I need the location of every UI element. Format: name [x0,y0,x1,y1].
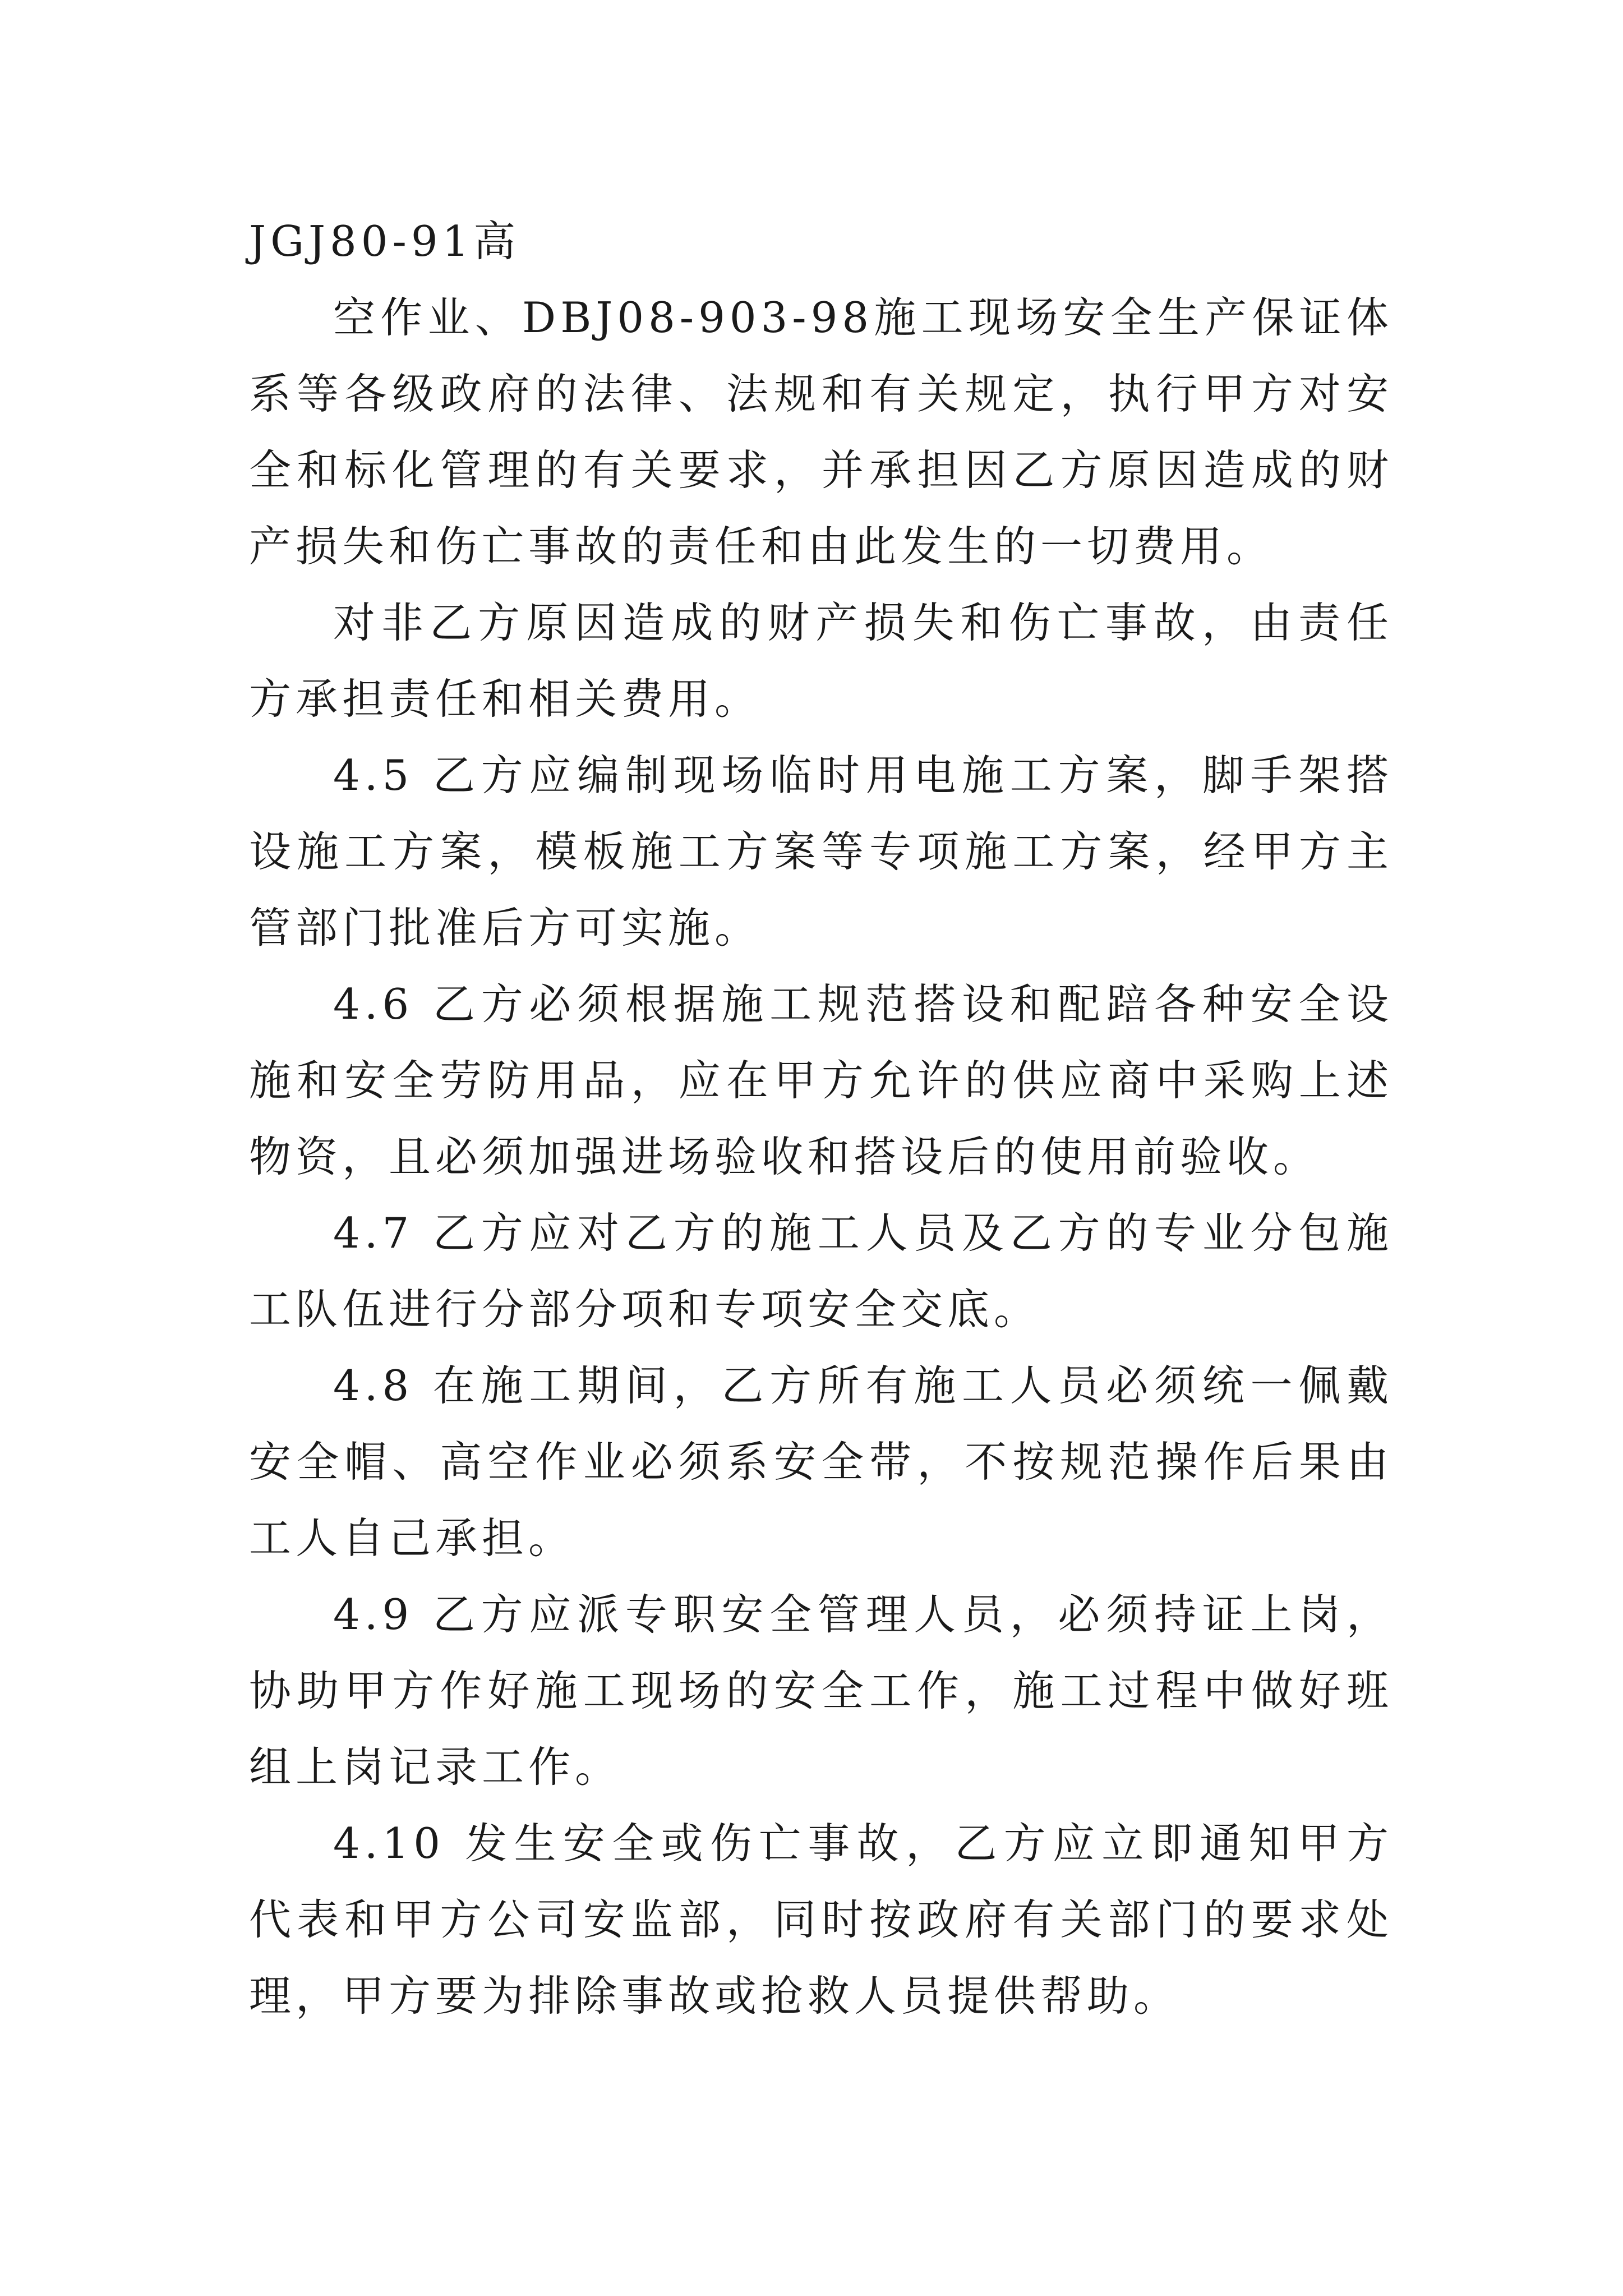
paragraph-safety-regulations: 空作业、DBJ08-903-98施工现场安全生产保证体系等各级政府的法律、法规和有关规定，执行甲方对安全和标化管理的有关要求，并承担因乙方原因造成的财产损失和伤亡事故的责任和由此发生的一切费用。 [249,293,1393,571]
paragraph-standard-reference: JGJ80-91高 [249,217,520,266]
paragraph-clause-4-7: 4.7 乙方应对乙方的施工人员及乙方的专业分包施工队伍进行分部分项和专项安全交底。 [249,1208,1393,1334]
paragraph-clause-4-8: 4.8 在施工期间，乙方所有施工人员必须统一佩戴安全帽、高空作业必须系安全带，不按规范操作后果由工人自己承担。 [249,1361,1393,1563]
paragraph-clause-4-9: 4.9 乙方应派专职安全管理人员，必须持证上岗，协助甲方作好施工现场的安全工作，施工过程中做好班组上岗记录工作。 [249,1590,1393,1792]
paragraph-non-party-b-liability: 对非乙方原因造成的财产损失和伤亡事故，由责任方承担责任和相关费用。 [249,598,1393,724]
document-body [249,203,1393,2034]
paragraph-clause-4-5: 4.5 乙方应编制现场临时用电施工方案，脚手架搭设施工方案，模板施工方案等专项施工方案，经甲方主管部门批准后方可实施。 [249,751,1393,953]
paragraph-clause-4-6: 4.6 乙方必须根据施工规范搭设和配踣各种安全设施和安全劳防用品，应在甲方允许的供应商中采购上述物资，且必须加强进场验收和搭设后的使用前验收。 [249,979,1393,1181]
paragraph-clause-4-10: 4.10 发生安全或伤亡事故，乙方应立即通知甲方代表和甲方公司安监部，同时按政府有关部门的要求处理，甲方要为排除事故或抢救人员提供帮助。 [249,1819,1393,2021]
